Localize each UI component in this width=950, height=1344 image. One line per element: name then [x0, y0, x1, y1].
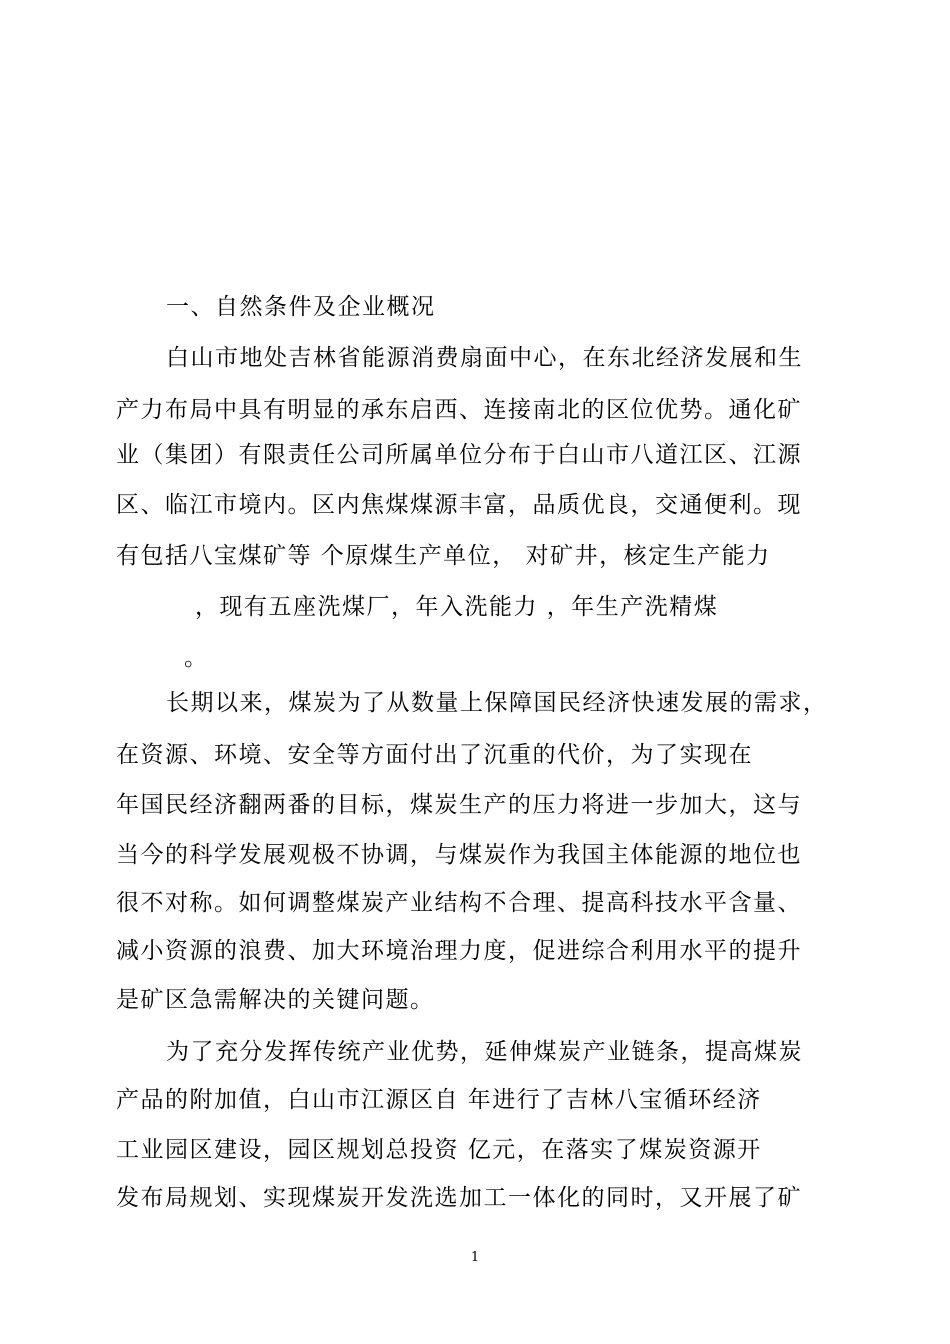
paragraph-line: 业（集团）有限责任公司所属单位分布于白山市八道江区、江源	[116, 442, 802, 468]
paragraph-line: 是矿区急需解决的关键问题。	[116, 987, 435, 1013]
paragraph-line: 减小资源的浪费、加大环境治理力度，促进综合利用水平的提升	[116, 938, 802, 964]
paragraph-line: 有包括八宝煤矿等 个原煤生产单位， 对矿井，核定生产能力	[116, 543, 771, 569]
paragraph-line: 为了充分发挥传统产业优势，延伸煤炭产业链条，提高煤炭	[166, 1039, 803, 1065]
paragraph-line: 工业园区建设，园区规划总投资 亿元，在落实了煤炭资源开	[116, 1137, 762, 1163]
paragraph-line: 当今的科学发展观极不协调，与煤炭作为我国主体能源的地位也	[116, 842, 802, 868]
paragraph-line: 发布局规划、实现煤炭开发洗选加工一体化的同时，又开展了矿	[116, 1185, 802, 1211]
page-number: 1	[470, 1250, 480, 1265]
paragraph-line: 长期以来，煤炭为了从数量上保障国民经济快速发展的需求，	[166, 690, 828, 716]
paragraph-line: 。	[184, 645, 209, 671]
paragraph-line: 在资源、环境、安全等方面付出了沉重的代价，为了实现在	[116, 742, 753, 768]
paragraph-line: 年国民经济翻两番的目标，煤炭生产的压力将进一步加大，这与	[116, 792, 802, 818]
paragraph-line: 产力布局中具有明显的承东启西、连接南北的区位优势。通化矿	[116, 397, 802, 423]
section-heading: 一、自然条件及企业概况	[166, 294, 436, 320]
paragraph-line: 白山市地处吉林省能源消费扇面中心，在东北经济发展和生	[166, 345, 803, 371]
paragraph-line: 产品的附加值，白山市江源区自 年进行了吉林八宝循环经济	[116, 1087, 762, 1113]
paragraph-line: 很不对称。如何调整煤炭产业结构不合理、提高科技水平含量、	[116, 890, 802, 916]
paragraph-line: ，现有五座洗煤厂，年入洗能力 ，年生产洗精煤	[195, 594, 719, 620]
paragraph-line: 区、临江市境内。区内焦煤煤源丰富，品质优良，交通便利。现	[116, 492, 802, 518]
